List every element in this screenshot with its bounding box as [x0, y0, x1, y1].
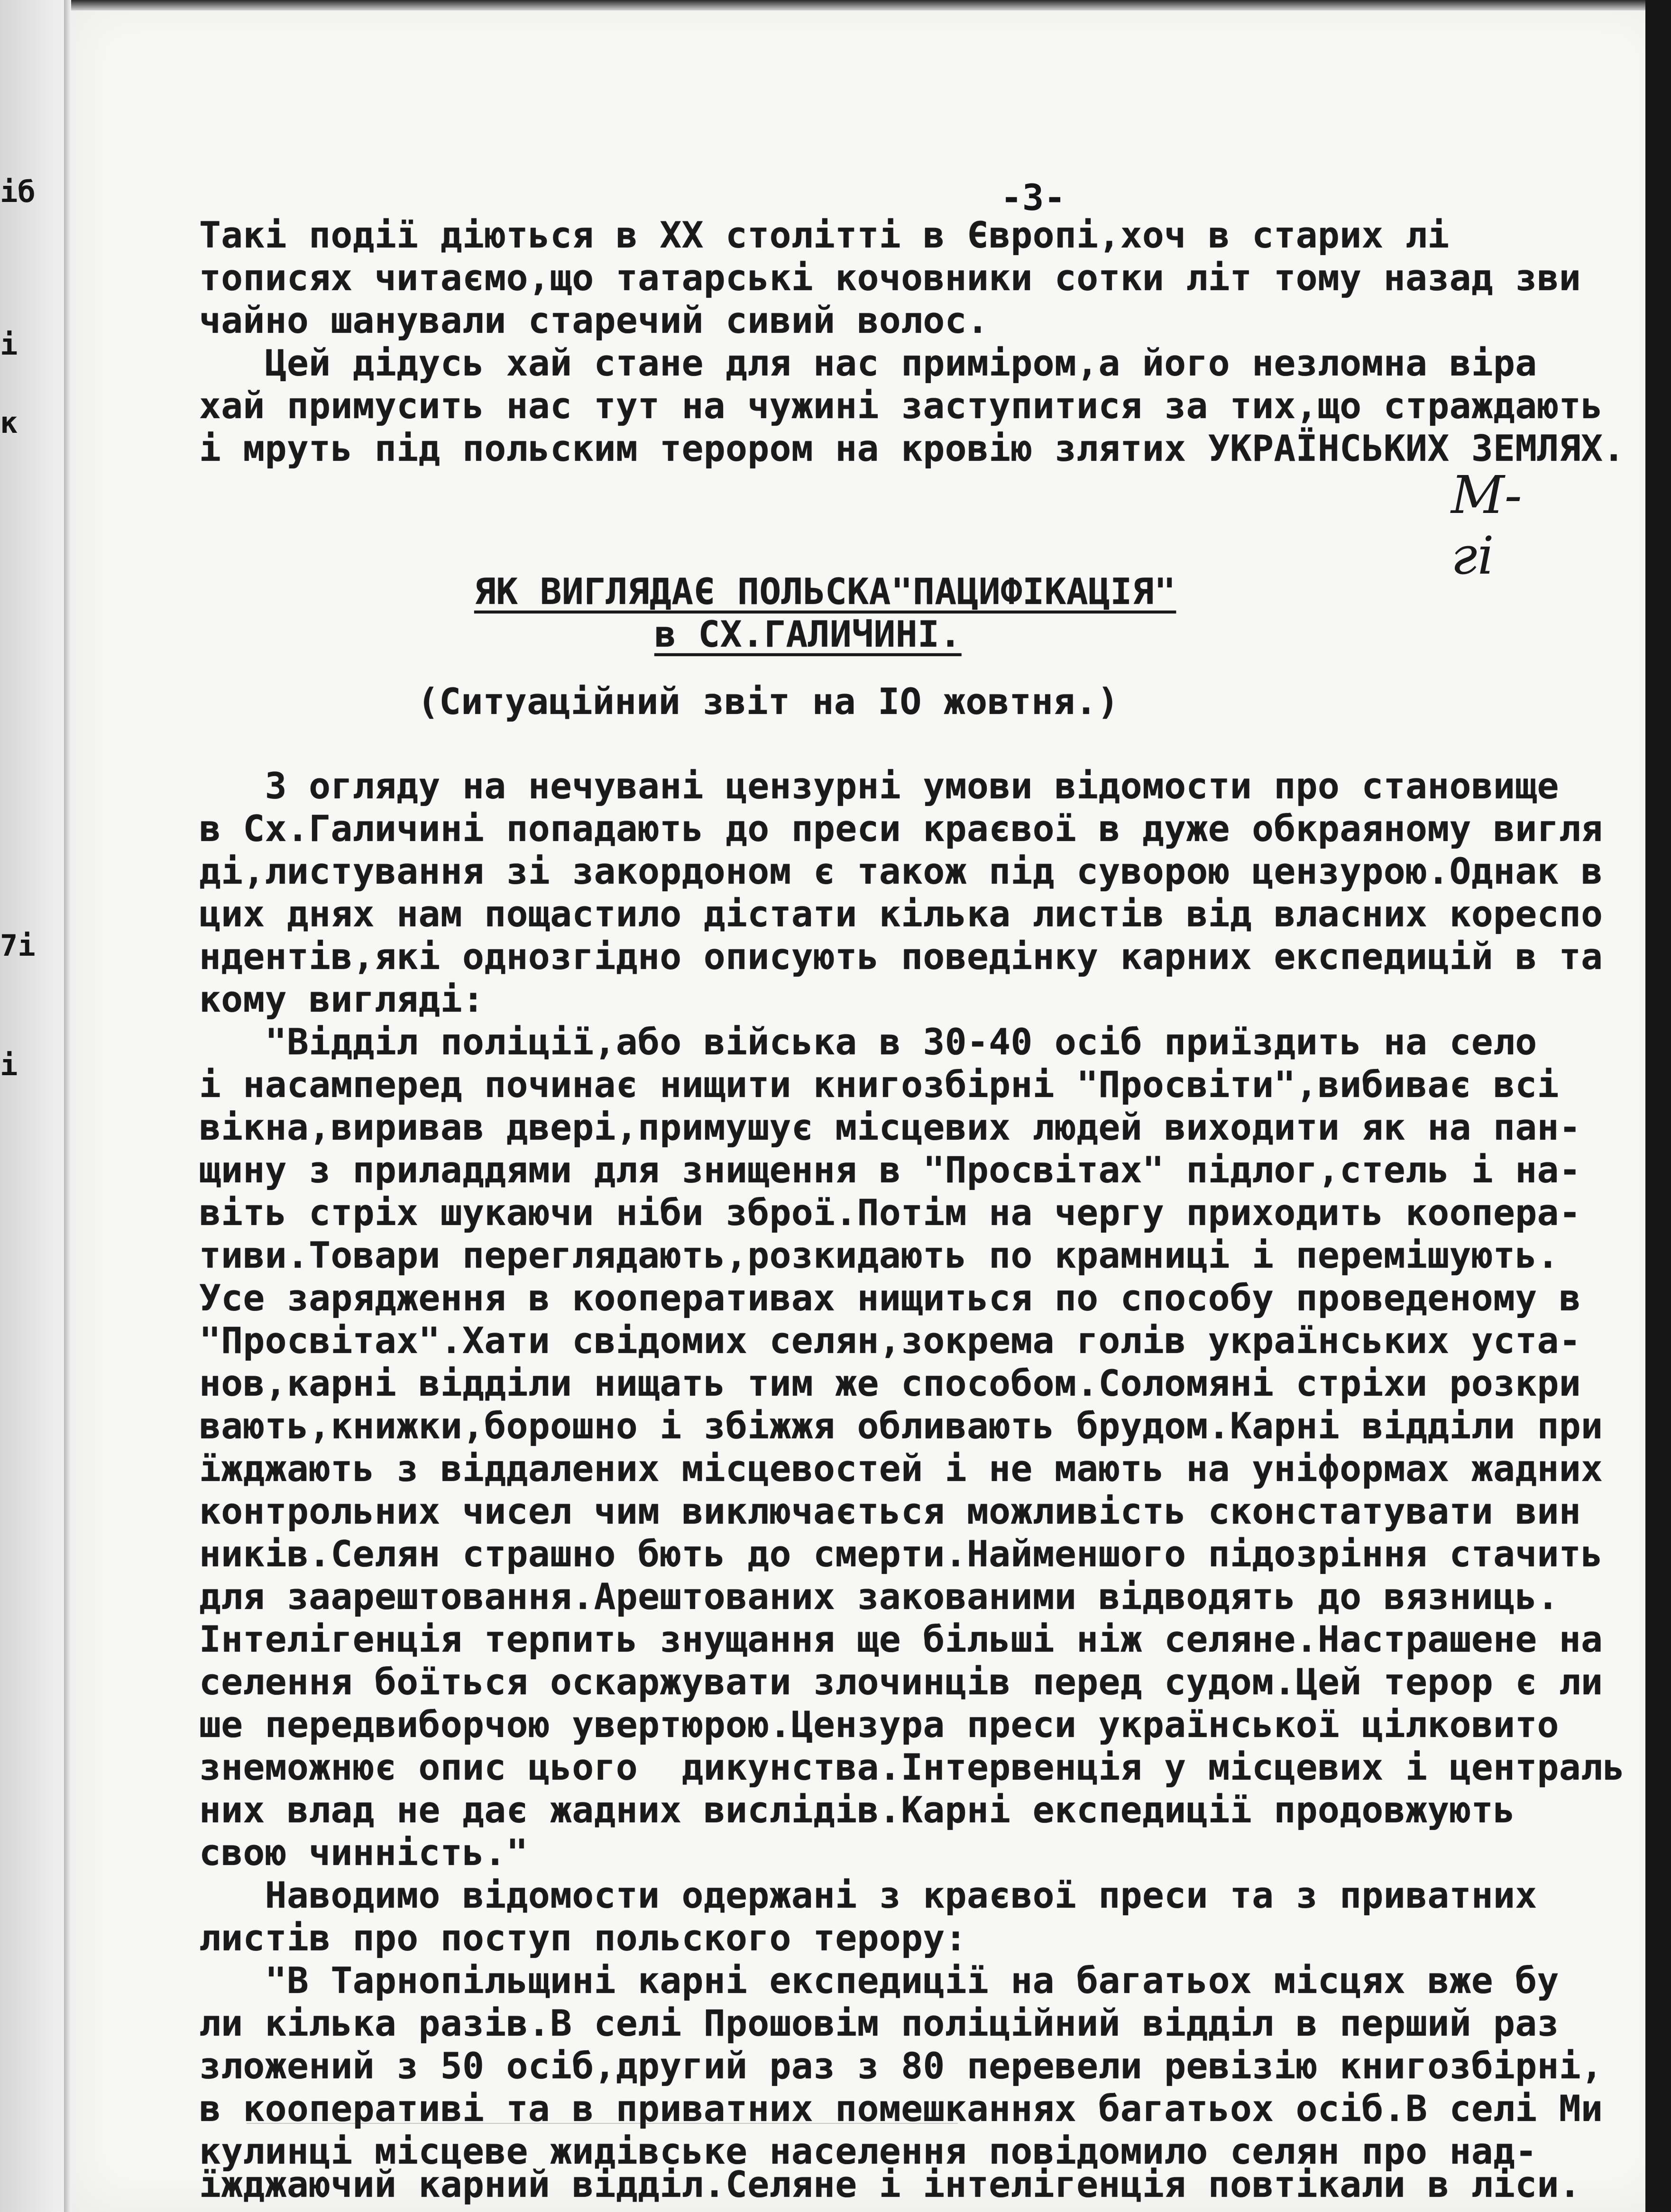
text-line: вають,книжки,борошно і збіжжя обливають брудом.Карні відділи при	[199, 1405, 1603, 1447]
text-line: їжджаючий карний відділ.Селяне і інтелігенція повтікали в ліси.	[199, 2163, 1581, 2205]
text-line: ше передвиборчою увертюрою.Цензура преси української цілковито	[199, 1703, 1559, 1746]
margin-fragment: 7і	[0, 928, 36, 963]
text-line: Такі події діються в XX столітті в Європі,хоч в старих лі	[199, 214, 1450, 256]
text-line: нов,карні відділи нищать тим же способом.Соломяні стріхи розкри	[199, 1362, 1581, 1404]
document-subheading: (Ситуаційний звіт на ІО жовтня.)	[417, 680, 1120, 722]
text-line: листів про поступ польского терору:	[199, 1917, 967, 1959]
text-line: щину з приладдями для знищення в "Просвітах" підлог,стель і на-	[199, 1149, 1581, 1191]
text-line: Інтелігенція терпить знущання ще більші ніж селяне.Настрашене на	[199, 1618, 1603, 1660]
top-edge	[71, 0, 1671, 10]
text-line: кулинці місцеве жидівське населення повідомило селян про над-	[199, 2130, 1537, 2172]
text-line: Цей дідусь хай стане для нас приміром,а його незломна віра	[199, 342, 1537, 384]
text-line: Наводимо відомости одержані з краєвої преси та з приватних	[199, 1874, 1537, 1916]
text-line: зложений з 50 осіб,другий раз з 80 перевели ревізію книгозбірні,	[199, 2045, 1603, 2087]
text-line: тописях читаємо,що татарські кочовники сотки літ тому назад зви	[199, 256, 1581, 299]
text-line: чайно шанували старечий сивий волос.	[199, 299, 989, 341]
handwritten-signature: М-гі	[1451, 465, 1522, 586]
text-line: ли кілька разів.В селі Прошовім поліційний відділ в перший раз	[199, 2002, 1559, 2044]
text-line: селення боїться оскаржувати злочинців перед судом.Цей терор є ли	[199, 1661, 1603, 1703]
text-line: Усе зарядження в кооперативах нищиться по способу проведеному в	[199, 1277, 1581, 1319]
margin-fragment: к	[0, 405, 18, 440]
text-line: в Сх.Галичині попадають до преси краєвої в дуже обкраяному вигля	[199, 807, 1603, 850]
previous-page-gutter	[0, 0, 71, 2212]
text-line: хай примусить нас тут на чужині заступитися за тих,що страждають	[199, 384, 1603, 427]
text-line: "Просвітах".Хати свідомих селян,зокрема голів українських уста-	[199, 1319, 1581, 1362]
text-line: для заарештовання.Арештованих закованими відводять до вязниць.	[199, 1575, 1559, 1618]
text-line: цих днях нам пощастило дістати кілька листів від власних кореспо	[199, 893, 1603, 935]
text-line: ндентів,які однозгідно описують поведінку карних експедицій в та	[199, 935, 1603, 978]
margin-fragment: і	[0, 327, 18, 362]
text-line: і насамперед починає нищити книгозбірні "Просвіти",вибиває всі	[199, 1063, 1559, 1106]
document-heading-line2: в СХ.ГАЛИЧИНІ.	[654, 613, 962, 655]
text-line: ників.Селян страшно бють до смерти.Найменшого підозріння стачить	[199, 1533, 1603, 1575]
text-line: в кооперативі та в приватних помешканнях багатьох осіб.В селі Ми	[199, 2087, 1603, 2130]
text-line: кому вигляді:	[199, 978, 485, 1020]
text-line: вікна,виривав двері,примушує місцевих людей виходити як на пан-	[199, 1106, 1581, 1148]
text-line: і мруть під польским терором на кровію злятих УКРАЇНСЬКИХ ЗЕМЛЯХ.	[199, 427, 1625, 469]
text-line: тиви.Товари переглядають,розкидають по крамниці і перемішують.	[199, 1234, 1559, 1276]
text-line: ді,листування зі закордоном є також під суворою цензурою.Однак в	[199, 850, 1603, 892]
margin-fragment: іб	[0, 174, 36, 209]
document-heading-line1: ЯК ВИГЛЯДАЄ ПОЛЬСКА"ПАЦИФІКАЦІЯ"	[474, 570, 1176, 612]
right-edge	[1645, 0, 1671, 2212]
text-line: контрольних чисел чим виключається можливість сконстатувати вин	[199, 1490, 1581, 1532]
text-line: віть стріх шукаючи ніби зброї.Потім на чергу приходить коопера-	[199, 1191, 1581, 1234]
page-fold	[64, 0, 71, 2212]
page-number: -3-	[1001, 176, 1066, 219]
text-line: З огляду на нечувані цензурні умови відомости про становище	[199, 765, 1559, 807]
text-line: свою чинність."	[199, 1831, 528, 1874]
text-line: "Відділ поліції,або війська в 30-40 осіб приїздить на село	[199, 1021, 1537, 1063]
text-line: них влад не дає жадних вислідів.Карні експедиції продовжують	[199, 1789, 1515, 1831]
text-line: знеможнює опис цього дикунства.Інтервенція у місцевих і централь	[199, 1746, 1625, 1788]
text-line: "В Тарнопільщині карні експедиції на багатьох місцях вже бу	[199, 1959, 1559, 2002]
faint-bottom-rule	[247, 2123, 958, 2124]
margin-fragment: і	[0, 1048, 18, 1082]
text-line: їжджають з віддалених місцевостей і не мають на уніформах жадних	[199, 1447, 1603, 1490]
